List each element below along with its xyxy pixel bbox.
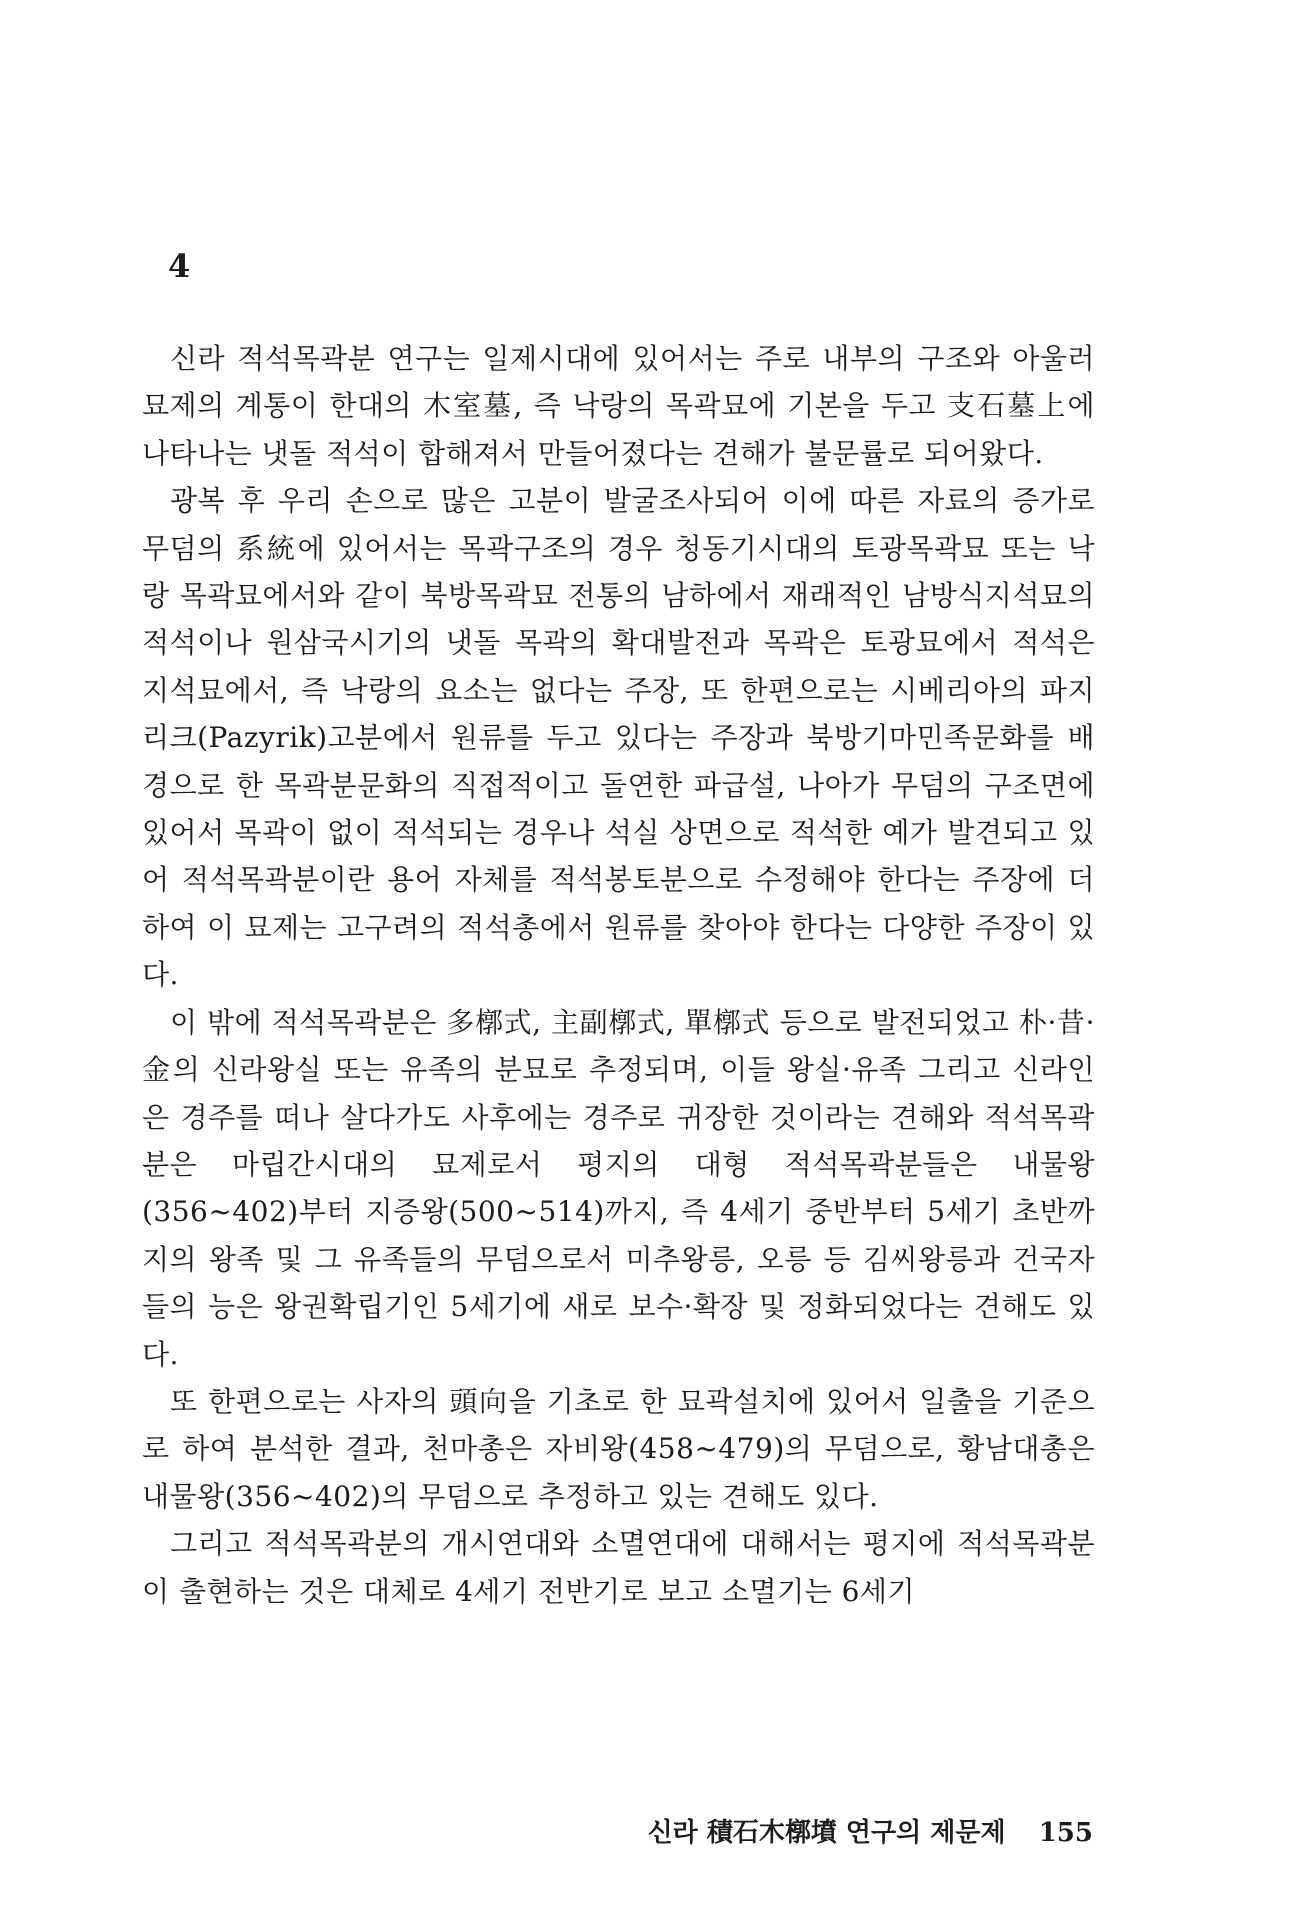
paragraph: 이 밖에 적석목곽분은 多槨式, 主副槨式, 單槨式 등으로 발전되었고 朴·昔·金의 신라왕실 또는 유족의 분묘로 추정되며, 이들 왕실·유족 그리고 신라인은 경주를 떠나 살다가도 사후에는 경주로 귀장한 것이라는 견해와 적석목곽분은 마립간시대의 묘제로서 평지의 대형 적석목곽분들은 내물왕(356~402)부터 지증왕(500~514)까지, 즉 4세기 중반부터 5세기 초반까지의 왕족 및 그 유족들의 무덤으로서 미추왕릉, 오릉 등 김씨왕릉과 건국자들의 능은 왕권확립기인 5세기에 새로 보수·확장 및 정화되었다는 견해도 있다. xyxy=(142,1005,1095,1371)
paragraph: 또 한편으로는 사자의 頭向을 기초로 한 묘곽설치에 있어서 일출을 기준으로 하여 분석한 결과, 천마총은 자비왕(458~479)의 무덤으로, 황남대총은 내물왕(356~402)의 무덤으로 추정하고 있는 견해도 있다. xyxy=(142,1384,1095,1513)
section-number: 4 xyxy=(168,247,191,285)
page-number: 155 xyxy=(1038,1818,1093,1848)
page-footer xyxy=(648,1820,1093,1846)
paragraph: 신라 적석목곽분 연구는 일제시대에 있어서는 주로 내부의 구조와 아울러 묘제의 계통이 한대의 木室墓, 즉 낙랑의 목곽묘에 기본을 두고 支石墓上에 나타나는 냇돌 적석이 합해져서 만들어졌다는 견해가 불문률로 되어왔다. xyxy=(142,342,1095,470)
running-title: 신라 積石木槨墳 연구의 제문제 xyxy=(647,1818,1006,1848)
body-text xyxy=(142,335,1095,1615)
paragraph: 광복 후 우리 손으로 많은 고분이 발굴조사되어 이에 따른 자료의 증가로 무덤의 系統에 있어서는 목곽구조의 경우 청동기시대의 토광목곽묘 또는 낙랑 목곽묘에서와 같이 북방목곽묘 전통의 남하에서 재래적인 남방식지석묘의 적석이나 원삼국시기의 냇돌 목곽의 확대발전과 목곽은 토광묘에서 적석은 지석묘에서, 즉 낙랑의 요소는 없다는 주장, 또 한편으로는 시베리아의 파지리크(Pazyrik)고분에서 원류를 두고 있다는 주장과 북방기마민족문화를 배경으로 한 목곽분문화의 직접적이고 돌연한 파급설, 나아가 무덤의 구조면에 있어서 목곽이 없이 적석되는 경우나 석실 상면으로 적석한 예가 발견되고 있어 적석목곽분이란 용어 자체를 적석봉토분으로 수정해야 한다는 주장에 더하여 이 묘제는 고구려의 적석총에서 원류를 찾아야 한다는 다양한 주장이 있다. xyxy=(142,484,1095,992)
paragraph: 그리고 적석목곽분의 개시연대와 소멸연대에 대해서는 평지에 적석목곽분이 출현하는 것은 대체로 4세기 전반기로 보고 소멸기는 6세기 xyxy=(142,1527,1095,1608)
